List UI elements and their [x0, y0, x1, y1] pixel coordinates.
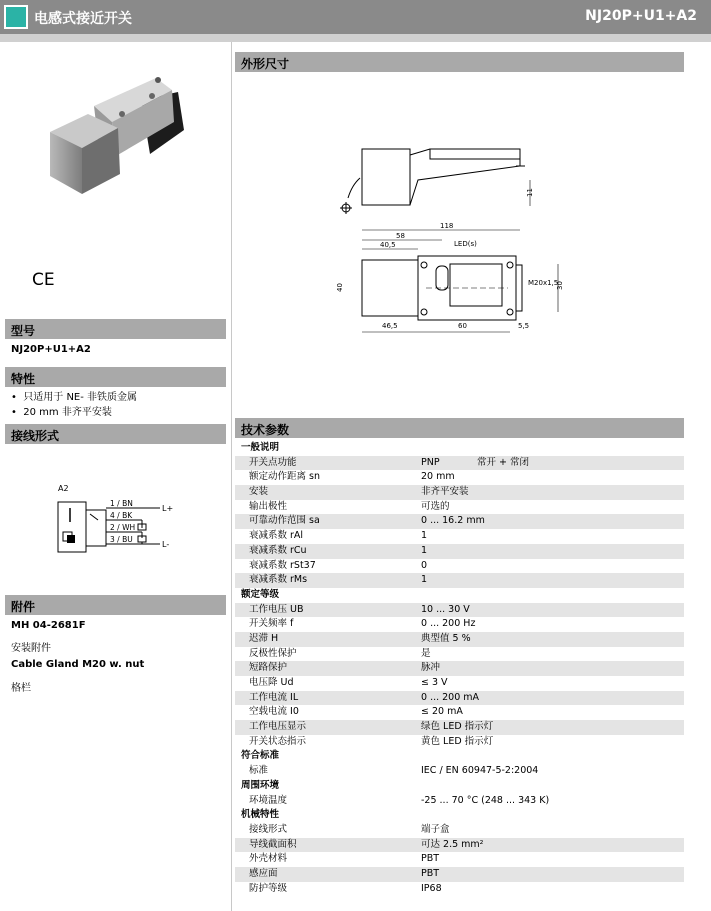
spec-section-title	[235, 779, 684, 794]
spec-label: 工作电流 IL	[249, 691, 299, 703]
spec-label: 衰减系数 rMs	[249, 574, 308, 586]
spec-row	[235, 559, 684, 574]
type-heading: 型号	[5, 319, 226, 339]
sub-bar	[0, 34, 711, 42]
terminal-3: 3 / BU	[110, 535, 133, 544]
wiring-diagram	[50, 480, 200, 560]
spec-value: 典型值 5 %	[421, 632, 471, 644]
spec-label: 开关状态指示	[249, 735, 307, 747]
dim-40: 40	[336, 283, 344, 292]
spec-value: 1	[421, 544, 428, 556]
spec-value: PBT	[421, 867, 440, 879]
spec-row	[235, 661, 684, 676]
spec-label: 标准	[249, 765, 269, 777]
spec-row	[235, 720, 684, 735]
lplus-label: L+	[162, 504, 174, 513]
spec-label: 电压降 Ud	[249, 677, 294, 688]
spec-row	[235, 823, 684, 838]
spec-label: 接线形式	[249, 823, 288, 835]
brand-square-icon	[4, 5, 28, 29]
spec-value: 20 mm	[421, 471, 455, 483]
terminal-2: 2 / WH	[110, 523, 136, 532]
spec-value: -25 ... 70 °C (248 ... 343 K)	[421, 794, 550, 806]
spec-label: 反极性保护	[249, 647, 297, 659]
ce-mark: CE	[32, 270, 55, 290]
spec-row	[235, 617, 684, 632]
dim-46-5: 46,5	[382, 322, 398, 330]
spec-row	[235, 852, 684, 867]
spec-row	[235, 573, 684, 588]
dimension-drawing	[330, 140, 590, 340]
dim-5-5: 5,5	[518, 322, 530, 330]
spec-label: 衰减系数 rAl	[249, 530, 304, 542]
feature-item: • 只适用于 NE- 非铁质金属	[11, 392, 138, 403]
spec-value: 是	[421, 647, 431, 659]
spec-row	[235, 529, 684, 544]
spec-label: 一般说明	[241, 442, 280, 453]
accessories-heading: 附件	[5, 595, 226, 615]
spec-label: 空载电流 I0	[249, 706, 299, 718]
spec-row	[235, 603, 684, 618]
connection-heading: 接线形式	[5, 424, 226, 444]
type-value: NJ20P+U1+A2	[11, 344, 91, 355]
spec-label: 输出极性	[249, 500, 288, 512]
spec-row	[235, 632, 684, 647]
spec-label: 机械特性	[241, 809, 280, 821]
features-heading: 特性	[5, 367, 226, 387]
spec-row	[235, 705, 684, 720]
spec-label: 衰减系数 rCu	[249, 544, 307, 556]
spec-label: 周围环境	[241, 779, 280, 791]
accessory-desc: 格栏	[11, 683, 31, 694]
spec-value: 端子盒	[421, 823, 450, 835]
terminal-4: 4 / BK	[110, 511, 133, 520]
dim-118: 118	[440, 222, 454, 230]
spec-value: 非齐平安装	[421, 486, 469, 498]
terminal-1: 1 / BN	[110, 499, 133, 508]
dim-40-5: 40,5	[380, 241, 396, 249]
spec-section-title	[235, 808, 684, 823]
spec-label: 外壳材料	[249, 853, 288, 865]
dim-30: 30	[556, 281, 564, 290]
thread-label: M20x1,5	[528, 279, 559, 287]
spec-label: 导线截面积	[249, 838, 297, 850]
spec-value: 0 ... 200 mA	[421, 691, 480, 703]
spec-label: 额定动作距离 sn	[249, 471, 320, 483]
spec-label: 短路保护	[249, 662, 288, 674]
spec-table	[235, 441, 684, 896]
leds-label: LED(s)	[454, 240, 477, 248]
spec-row	[235, 867, 684, 882]
spec-value-secondary: 常开 + 常闭	[477, 456, 529, 468]
spec-value: 可达 2.5 mm²	[421, 838, 484, 850]
spec-row	[235, 764, 684, 779]
spec-row	[235, 838, 684, 853]
accessory-name: Cable Gland M20 w. nut	[11, 659, 145, 670]
spec-label: 开关频率 f	[249, 618, 294, 630]
spec-row	[235, 470, 684, 485]
spec-row	[235, 882, 684, 897]
page-title: 电感式接近开关	[34, 11, 132, 27]
spec-label: 额定等级	[241, 588, 280, 600]
spec-label: 环境温度	[249, 794, 288, 806]
spec-value: 0 ... 200 Hz	[421, 618, 476, 630]
spec-value: ≤ 3 V	[421, 677, 448, 688]
spec-row	[235, 544, 684, 559]
spec-value: PNP	[421, 456, 440, 468]
spec-label: 开关点功能	[249, 456, 297, 468]
dim-11: 11	[526, 188, 534, 197]
spec-row	[235, 735, 684, 750]
spec-section-title	[235, 441, 684, 456]
spec-value: 1	[421, 530, 428, 542]
column-divider	[231, 42, 232, 911]
wiring-code: A2	[58, 484, 69, 493]
spec-value: IEC / EN 60947-5-2:2004	[421, 765, 539, 777]
dimensions-heading: 外形尺寸	[235, 52, 684, 72]
model-number: NJ20P+U1+A2	[585, 8, 697, 24]
spec-row	[235, 676, 684, 691]
spec-row	[235, 456, 684, 471]
spec-label: 衰减系数 rSt37	[249, 559, 316, 571]
spec-row	[235, 514, 684, 529]
spec-value: 1	[421, 574, 428, 586]
spec-label: 可靠动作范围 sa	[249, 515, 320, 527]
accessory-name: MH 04-2681F	[11, 620, 86, 631]
spec-section-title	[235, 749, 684, 764]
spec-value: 0	[421, 559, 428, 571]
spec-value: 0 ... 16.2 mm	[421, 515, 485, 527]
spec-label: 迟滞 H	[249, 632, 279, 644]
spec-label: 防护等级	[249, 882, 288, 894]
spec-label: 工作电压 UB	[249, 603, 304, 615]
spec-value: 绿色 LED 指示灯	[421, 721, 494, 733]
product-photo	[46, 70, 196, 200]
spec-value: 10 ... 30 V	[421, 603, 470, 615]
dim-60: 60	[458, 322, 467, 330]
accessory-desc: 安装附件	[11, 643, 51, 654]
spec-row	[235, 794, 684, 809]
spec-row	[235, 691, 684, 706]
spec-label: 符合标准	[241, 750, 280, 762]
spec-row	[235, 485, 684, 500]
feature-item: • 20 mm 非齐平安装	[11, 407, 112, 418]
title-bar	[0, 0, 711, 34]
dim-58: 58	[396, 232, 405, 240]
spec-value: PBT	[421, 853, 440, 865]
spec-value: 可选的	[421, 500, 450, 512]
spec-row	[235, 647, 684, 662]
spec-section-title	[235, 588, 684, 603]
spec-value: ≤ 20 mA	[421, 706, 463, 718]
spec-label: 感应面	[249, 867, 278, 879]
tech-heading: 技术参数	[235, 418, 684, 438]
spec-label: 安装	[249, 486, 269, 498]
spec-value: IP68	[421, 882, 442, 894]
spec-label: 工作电压显示	[249, 721, 307, 733]
spec-value: 黄色 LED 指示灯	[421, 735, 494, 747]
spec-value: 脉冲	[421, 662, 441, 674]
spec-row	[235, 500, 684, 515]
lminus-label: L-	[162, 540, 170, 549]
